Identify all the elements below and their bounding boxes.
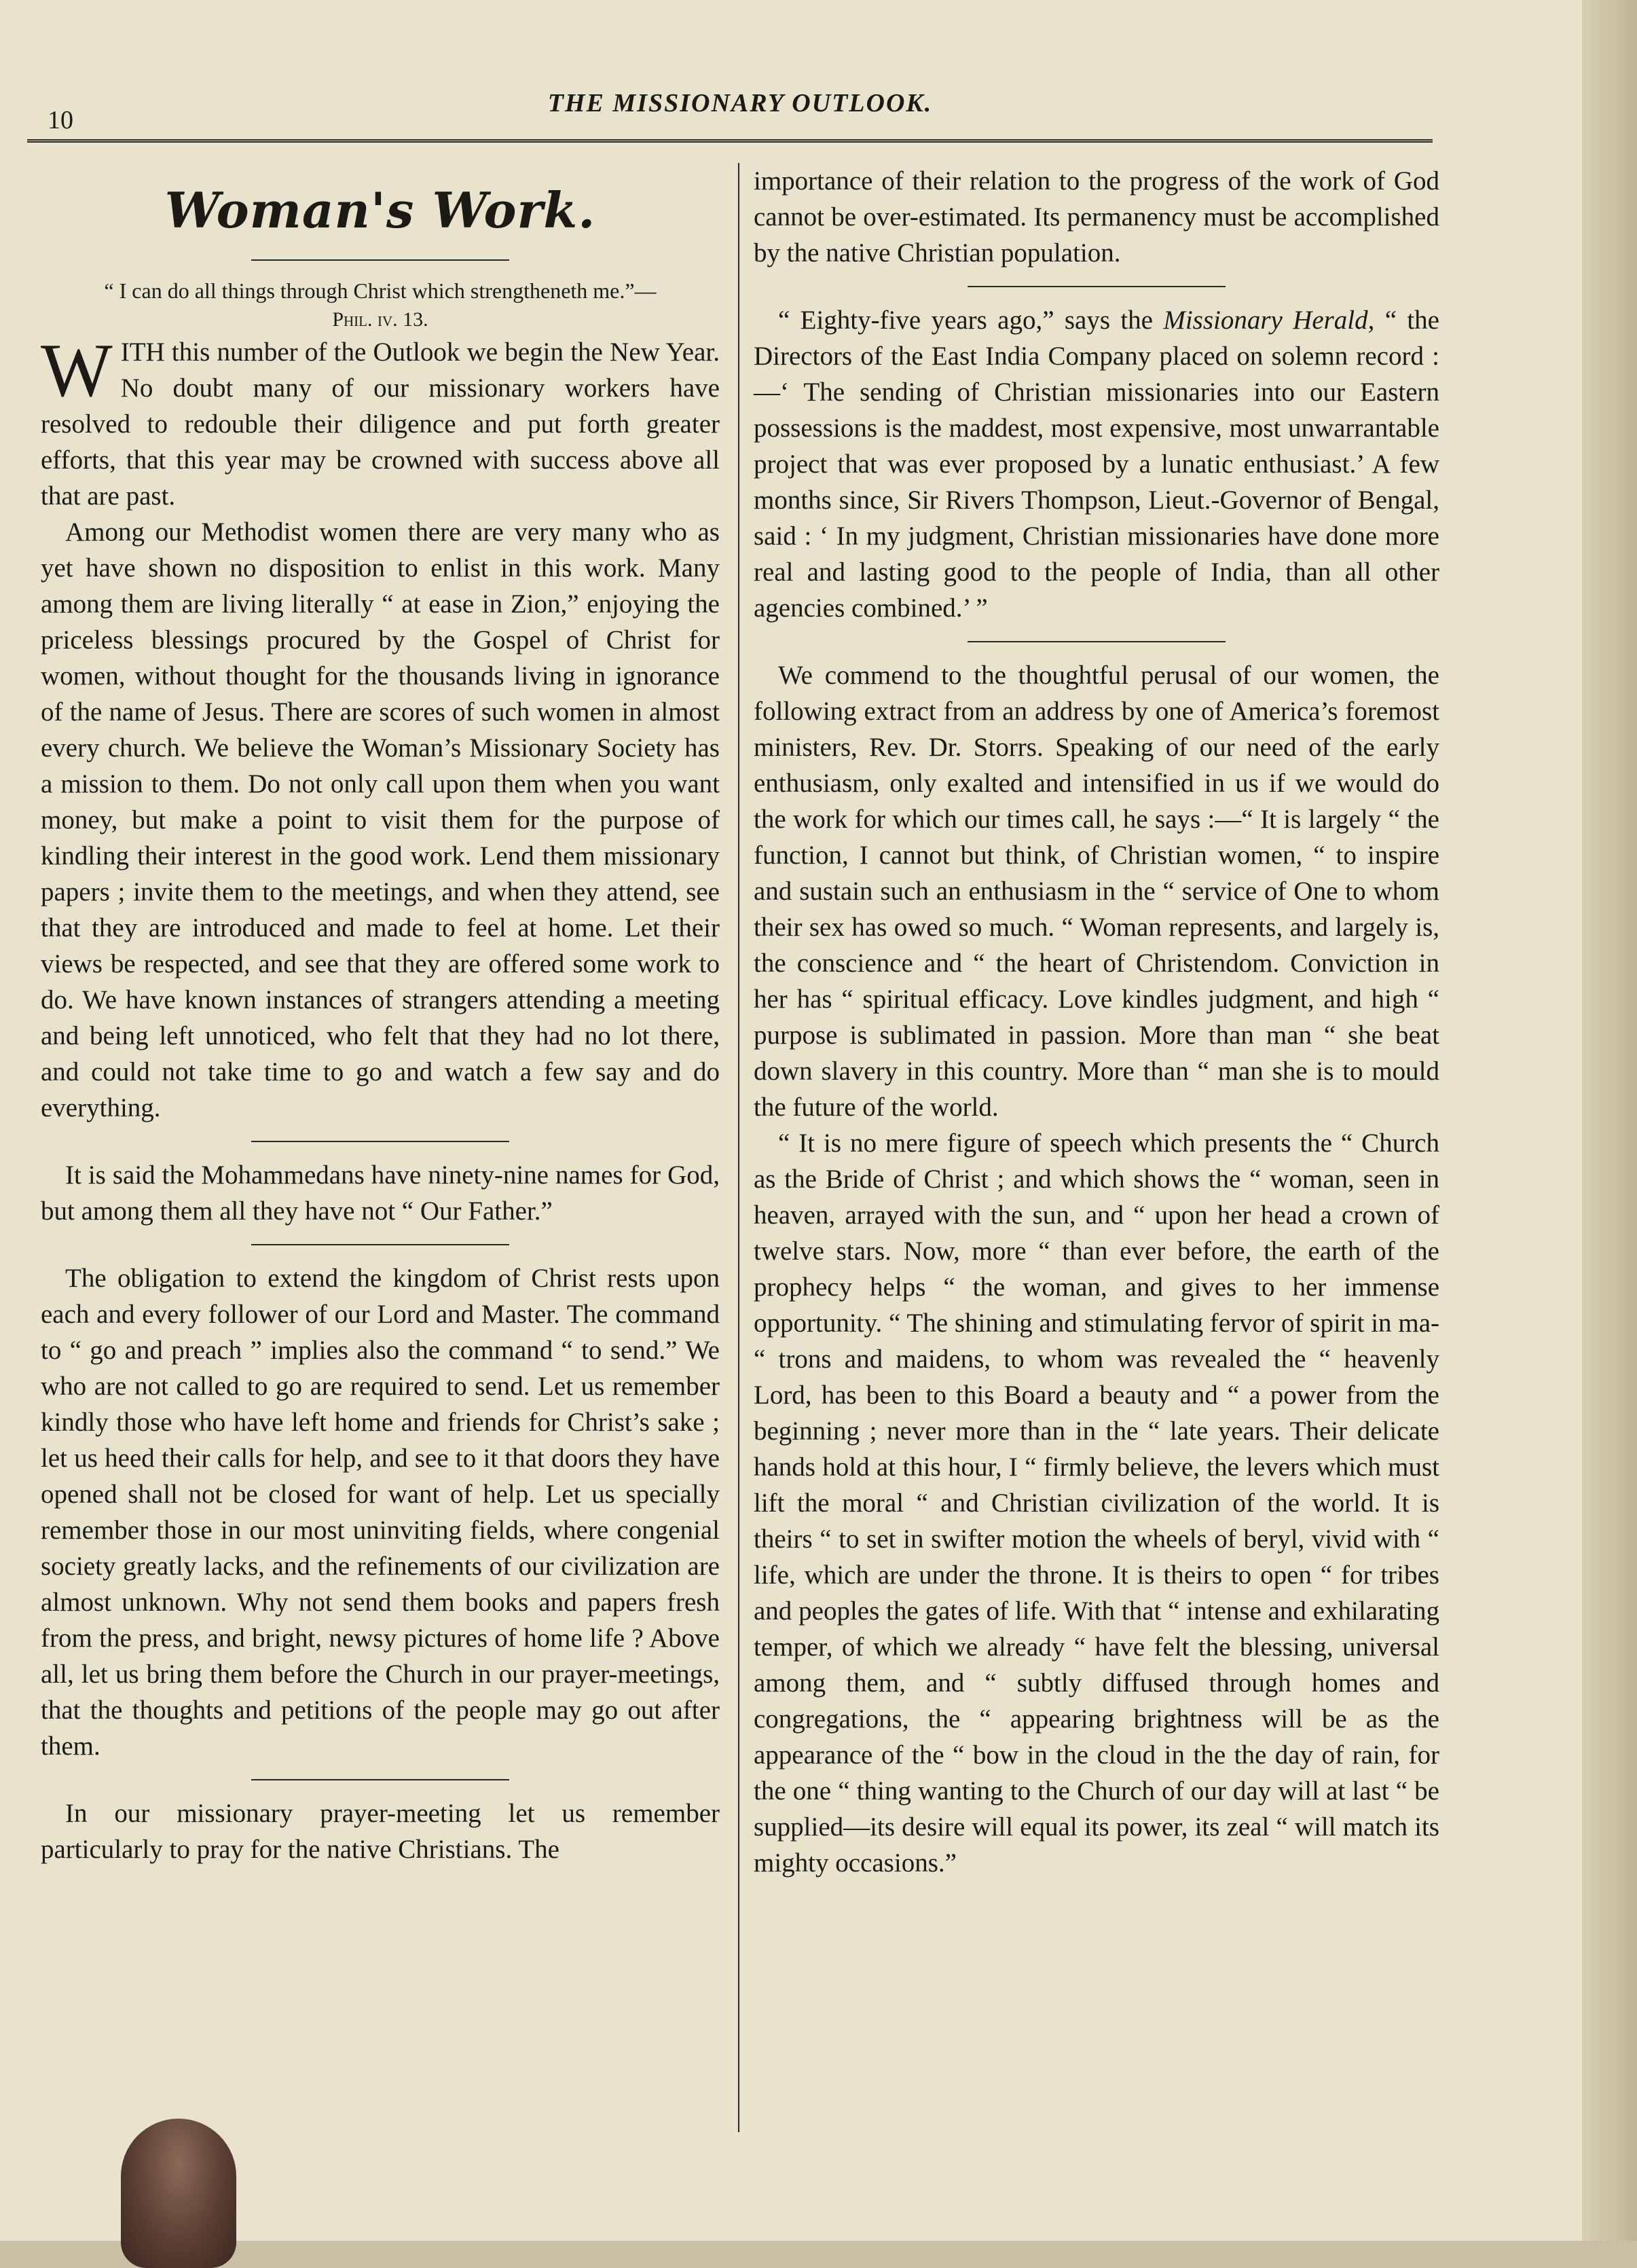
paragraph-prayer-meeting: In our missionary prayer-meeting let us remember particularly to pray for the native Christians. The	[41, 1799, 720, 1864]
running-title: THE MISSIONARY OUTLOOK.	[547, 89, 933, 117]
paragraph-mohammedans: It is said the Mohammedans have ninety-nine names for God, but among them all they have not “ Our Father.”	[41, 1160, 720, 1226]
paragraph-new-year	[41, 329, 720, 514]
paragraph-continued: importance of their relation to the progress of the work of God cannot be over-estimated. Its permanency must be accomplished by the native Christian population.	[754, 166, 1439, 268]
quote-text: “ the Directors of the East India Company placed on solemn record :—‘ The sending of Christian missionaries into our Eastern possessions is the maddest, most expensive, most unwarrantable project that was ever proposed by a lunatic enthusiast.’ A few months since, Sir Rivers Thompson, Lieut.-Governor of Bengal, said : ‘ In my judgment, Christian missionaries have done more real and lasting good to the people of India, than all other agencies combined.’ ”	[754, 306, 1439, 623]
paragraph-eighty-five-years	[754, 302, 1439, 626]
quote-text: “ Eighty-five years ago,” says the	[778, 306, 1164, 335]
paragraph-bride-of-christ: “ It is no mere figure of speech which presents the “ Church as the Bride of Christ ; and which shows the “ woman, seen in heaven, arrayed with the sun, and “ upon her head a crown of twelve stars. Now, more “ than ever before, the earth of the prophecy helps “ the woman, and gives to her immense opportunity. “ The shining and stimulating fervor of spirit in ma- “ trons and maidens, to whom was revealed the “ heavenly Lord, has been to this Board a beauty and “ a power from the beginning ; never more than in the “ late years. Their delicate hands hold at this hour, I “ firmly believe, the levers which must lift the moral “ and Christian civilization of the world. It is theirs “ to set in swifter motion the wheels of beryl, vivid with “ life, which are under the throne. It is theirs to open “ for tribes and peoples the gates of life. With that “ intense and exhilarating temper, of which we already “ have felt the blessing, universal among them, and “ subtly diffused through homes and congregations, the “ appearing brightness will be as the appearance of the “ bow in the cloud in the the day of rain, for the one “ thing wanting to the Church of our day will at last “ be supplied—its desire will equal its power, its zeal “ will match its mighty occasions.”	[754, 1129, 1439, 1878]
page-header	[48, 85, 1433, 132]
reader-thumb	[121, 2119, 236, 2268]
epigraph: “ I can do all things through Christ which strengtheneth me.”—	[104, 278, 657, 303]
section-rule	[251, 1779, 509, 1780]
title-rule	[251, 259, 509, 261]
epigraph-source: Phil. iv. 13.	[332, 308, 428, 331]
section-title: Woman's Work.	[164, 181, 596, 239]
section-rule	[251, 1141, 509, 1142]
page-number: 10	[48, 106, 73, 134]
drop-cap: W	[41, 329, 113, 413]
column-divider	[738, 163, 739, 2132]
section-rule	[968, 641, 1226, 642]
paragraph-methodist-women: Among our Methodist women there are very many who as yet have shown no disposition to enlist in this work. Many among them are living literally “ at ease in Zion,” enjoying the priceless blessings procured by the Gospel of Christ for women, without thought for the thousands living in ignorance of the name of Jesus. There are scores of such women in almost every church. We believe the Woman’s Missionary Society has a mission to them. Do not only call upon them when you want money, but make a point to visit them for the purpose of kindling their interest in the good work. Lend them missionary papers ; invite them to the meetings, and when they attend, see that they are introduced and made to feel at home. Let their views be respected, and see that they are offered some work to do. We have known instances of strangers attending a meeting and being left unnoticed, who felt that they had no lot there, and could not take time to go and watch a few say and do everything.	[41, 517, 720, 1122]
right-column	[754, 163, 1439, 1881]
paragraph-obligation: The obligation to extend the kingdom of Christ rests upon each and every follower of our Lord and Master. The command to “ go and preach ” implies also the command “ to send.” We who are not called to go are required to send. Let us remember kindly those who have left home and friends for Christ’s sake ; let us heed their calls for help, and see to it that doors they have opened shall not be closed for want of help. Let us specially remember those in our most uninviting fields, where congenial society greatly lacks, and the refinements of our civilization are almost unknown. Why not send them books and papers fresh from the press, and bright, newsy pictures of home life ? Above all, let us bring them before the Church in our prayer-meetings, that the thoughts and petitions of the people may go out after them.	[41, 1264, 720, 1761]
header-rule	[27, 139, 1433, 143]
publication-name: Missionary Herald,	[1163, 306, 1375, 335]
paragraph-storrs-extract: We commend to the thoughtful perusal of our women, the following extract from an address by one of America’s foremost ministers, Rev. Dr. Storrs. Speaking of our need of the early enthusiasm, only exalted and intensified in us if we would do the work for which our times call, he says :—“ It is largely “ the function, I cannot but think, of Christian women, “ to inspire and sustain such an enthusiasm in the “ service of One to whom their sex has owed so much. “ Woman represents, and largely is, the conscience and “ the heart of Christendom. Conviction in her has “ spiritual efficacy. Love kindles judgment, and high “ purpose is sublimated in passion. More than man “ she beat down slavery in this country. More than “ man she is to mould the future of the world.	[754, 661, 1439, 1122]
paragraph-new-year-text: ITH this number of the Outlook we begin the New Year. No doubt many of our missionary workers have resolved to redouble their diligence and put forth greater efforts, that this year may be crowned with success above all that are past.	[41, 337, 720, 511]
section-rule	[251, 1244, 509, 1245]
left-column	[41, 163, 720, 1867]
section-rule	[968, 286, 1226, 287]
page-edge	[1582, 0, 1637, 2241]
